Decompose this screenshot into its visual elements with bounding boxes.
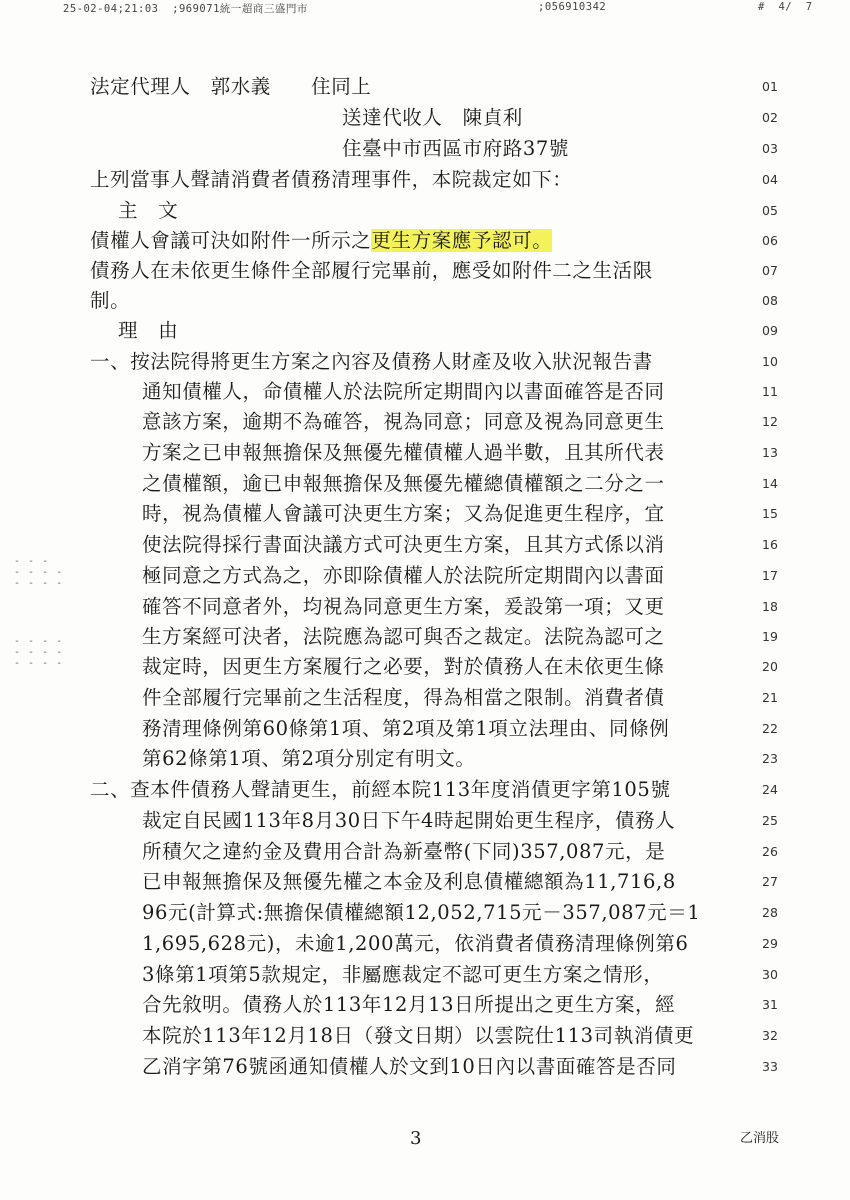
text-line: [90, 226, 552, 256]
page-number: 3: [410, 1128, 422, 1149]
line-number: 12: [762, 414, 778, 429]
text-line: 裁定時，因更生方案履行之必要，對於債務人在未依更生條: [142, 655, 665, 678]
division-label: 乙消股: [740, 1131, 780, 1146]
text-line: 制。: [90, 289, 131, 312]
line-number: 15: [762, 506, 778, 521]
text-line: 1,695,628元)，未逾1,200萬元，依消費者債務清理條例第6: [142, 932, 689, 955]
line-number: 05: [762, 203, 778, 218]
text-line: 確答不同意者外，均視為同意更生方案，爰設第一項；又更: [142, 595, 665, 618]
text-line: 生方案經可決者，法院應為認可與否之裁定。法院為認可之: [142, 625, 665, 648]
line-number: 03: [762, 141, 778, 156]
text-line: 96元(計算式:無擔保債權總額12,052,715元－357,087元＝1: [142, 901, 701, 924]
line-number: 11: [762, 384, 778, 399]
line-number: 23: [762, 751, 778, 766]
line-text: 債權人會議可決如附件一所示之: [90, 229, 372, 252]
text-line: 意該方案，逾期不為確答，視為同意；同意及視為同意更生: [142, 410, 665, 433]
line-number: 16: [762, 537, 778, 552]
text-line: 第62條第1項、第2項分別定有明文。: [142, 747, 476, 770]
text-line: 乙消字第76號函通知債權人於文到10日內以書面確答是否同: [142, 1055, 677, 1078]
text-line: 極同意之方式為之，亦即除債權人於法院所定期間內以書面: [142, 564, 665, 587]
text-line: 時，視為債權人會議可決更生方案；又為促進更生程序，宜: [142, 502, 665, 525]
text-line: 裁定自民國113年8月30日下午4時起開始更生程序，債務人: [142, 809, 676, 832]
line-number: 06: [762, 233, 778, 248]
fax-header-number: ;056910342: [538, 1, 607, 13]
line-number: 04: [762, 172, 778, 187]
line-number: 32: [762, 1028, 778, 1043]
text-line: 務清理條例第60條第1項、第2項及第1項立法理由、同條例: [142, 717, 670, 740]
fax-page-count: # 4/ 7: [758, 1, 813, 13]
line-number: 18: [762, 599, 778, 614]
line-number: 26: [762, 844, 778, 859]
line-number: 10: [762, 354, 778, 369]
line-number: 13: [762, 445, 778, 460]
text-line: 債務人在未依更生條件全部履行完畢前，應受如附件二之生活限: [90, 259, 653, 282]
text-line: 理 由: [118, 319, 179, 342]
line-number: 25: [762, 813, 778, 828]
text-line: 本院於113年12月18日（發文日期）以雲院仕113司執消債更: [142, 1024, 695, 1047]
text-line: 法定代理人 郭水義 住同上: [90, 75, 372, 98]
line-number: 28: [762, 905, 778, 920]
text-line: 上列當事人聲請消費者債務清理事件，本院裁定如下：: [90, 168, 573, 191]
text-line: 二、查本件債務人聲請更生，前經本院113年度消債更字第105號: [90, 778, 671, 801]
text-line: 已申報無擔保及無優先權之本金及利息債權總額為11,716,8: [142, 870, 676, 893]
text-line: 使法院得採行書面決議方式可決更生方案，且其方式係以消: [142, 533, 665, 556]
text-line: 合先敘明。債務人於113年12月13日所提出之更生方案，經: [142, 993, 676, 1016]
highlighted-text: 更生方案應予認可。: [371, 229, 553, 252]
text-line: 方案之已申報無擔保及無優先權債權人過半數，且其所代表: [142, 441, 665, 464]
text-line: 送達代收人 陳貞利: [342, 106, 523, 129]
text-line: 主 文: [118, 199, 179, 222]
line-number: 29: [762, 936, 778, 951]
line-number: 30: [762, 967, 778, 982]
text-line: 通知債權人，命債權人於法院所定期間內以書面確答是否同: [142, 380, 665, 403]
text-line: 一、按法院得將更生方案之內容及債務人財產及收入狀況報告書: [90, 350, 653, 373]
text-line: 所積欠之違約金及費用合計為新臺幣(下同)357,087元，是: [142, 840, 666, 863]
line-number: 19: [762, 629, 778, 644]
line-number: 31: [762, 997, 778, 1012]
line-number: 24: [762, 782, 778, 797]
line-number: 27: [762, 874, 778, 889]
binding-mark: - - - - - - - - - - - -: [14, 636, 64, 669]
line-number: 01: [762, 79, 778, 94]
line-number: 14: [762, 476, 778, 491]
text-line: 住臺中市西區市府路37號: [342, 137, 570, 160]
binding-mark: - - - - - - - - - - -: [14, 556, 64, 589]
line-number: 33: [762, 1059, 778, 1074]
line-number: 07: [762, 263, 778, 278]
text-line: 件全部履行完畢前之生活程度，得為相當之限制。消費者債: [142, 686, 665, 709]
line-number: 09: [762, 323, 778, 338]
text-line: 之債權額，逾已申報無擔保及無優先權總債權額之二分之一: [142, 472, 665, 495]
line-number: 22: [762, 721, 778, 736]
line-number: 02: [762, 110, 778, 125]
text-line: 3條第1項第5款規定，非屬應裁定不認可更生方案之情形，: [142, 963, 664, 986]
line-number: 17: [762, 568, 778, 583]
line-number: 20: [762, 659, 778, 674]
fax-header-left: 25-02-04;21:03 ;969071統一超商三盛門市: [63, 3, 308, 15]
line-number: 21: [762, 690, 778, 705]
line-number: 08: [762, 293, 778, 308]
